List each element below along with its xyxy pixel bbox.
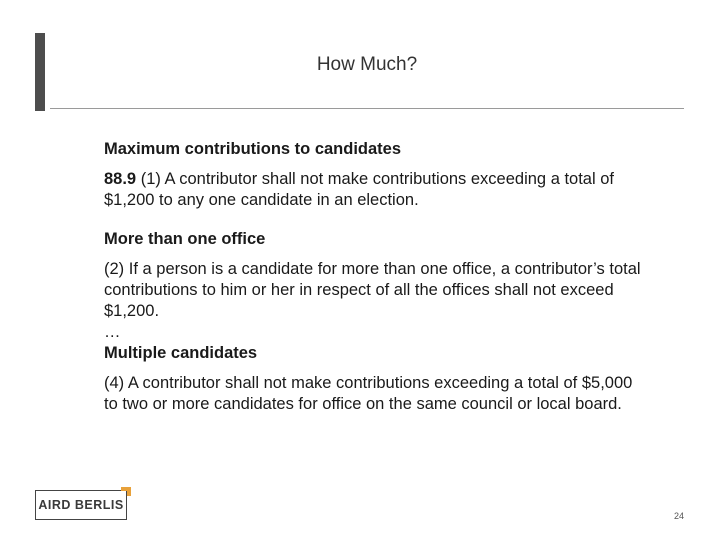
page-title: How Much? [316,54,418,75]
title-divider [50,108,684,109]
title-accent-bar [35,33,45,111]
ellipsis: … [104,323,121,341]
section-heading-maximum: Maximum contributions to candidates [104,140,402,158]
section-text-more-than-one-office: (2) If a person is a candidate for more than one office, a contributor’s total contributions to him or her in respect of all the offices shall not exceed $1,200. [104,260,641,320]
page-number: 24 [673,511,684,521]
aird-berlis-logo [35,490,127,520]
section-body-maximum: (1) A contributor shall not make contributions exceeding a total of $1,200 to any one candidate in an election. [104,170,614,209]
slide-content [104,139,644,433]
logo-accent-corner-icon [127,487,131,496]
logo-text: AIRD BERLIS [38,498,124,512]
section-text-multiple-candidates: (4) A contributor shall not make contributions exceeding a total of $5,000 to two or more candidates for office on the same council or local board. [104,374,633,413]
section-heading-multiple-candidates: Multiple candidates [104,344,258,362]
section-heading-more-than-one-office: More than one office [104,230,266,248]
section-number: 88.9 [104,170,137,188]
section-text-maximum [104,169,644,211]
